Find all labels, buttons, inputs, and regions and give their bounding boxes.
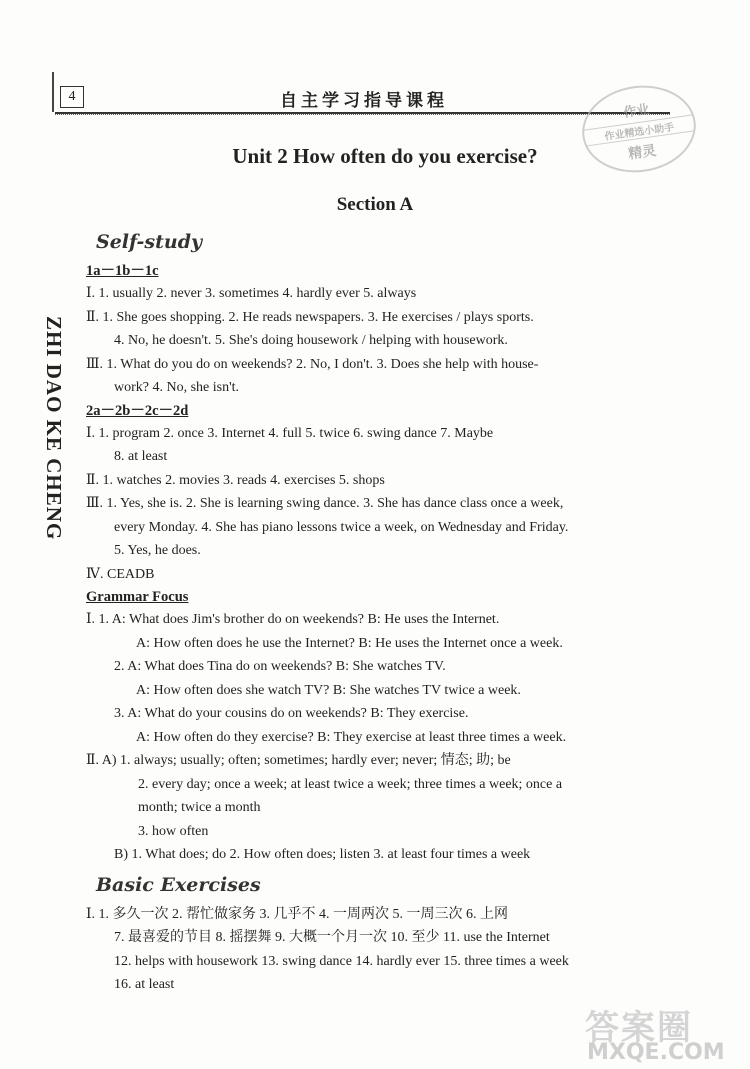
watermark-logo — [585, 1000, 745, 1068]
answer-line: A: How often does he use the Internet? B: He uses the Internet once a week. — [136, 635, 563, 651]
answer-line: A: How often does she watch TV? B: She watches TV twice a week. — [136, 682, 521, 698]
watermark-text: 答案圈 — [585, 1008, 693, 1048]
answer-line: Ⅲ. 1. What do you do on weekends? 2. No, I don't. 3. Does she help with house- — [86, 356, 539, 372]
answer-line: Ⅱ. 1. watches 2. movies 3. reads 4. exercises 5. shops — [86, 472, 385, 488]
unit-title: Unit 2 How often do you exercise? — [232, 144, 538, 168]
answer-line: 4. No, he doesn't. 5. She's doing housework / helping with housework. — [114, 333, 508, 348]
answer-line: 5. Yes, he does. — [114, 543, 201, 558]
stamp-line-3: 精灵 — [627, 142, 658, 163]
answer-line: 12. helps with housework 13. swing dance 14. hardly ever 15. three times a week — [114, 953, 569, 969]
answer-line: every Monday. 4. She has piano lessons twice a week, on Wednesday and Friday. — [114, 519, 569, 535]
stamp-line-1: 作业 — [622, 102, 651, 121]
watermark-url: MXQE.COM — [587, 1040, 725, 1065]
answer-line: month; twice a month — [138, 800, 261, 815]
answer-line: Ⅰ. 1. usually 2. never 3. sometimes 4. hardly ever 5. always — [86, 286, 417, 301]
header-rule — [55, 112, 670, 115]
self-study-heading-2: 2a－2b－2c－2d — [86, 402, 189, 419]
self-study-heading-1: 1a－1b－1c — [86, 263, 159, 279]
answer-line: Ⅱ. A) 1. always; usually; often; sometimes; hardly ever; never; 情态; 助; be — [86, 753, 511, 768]
answer-line: 3. how often — [138, 823, 209, 839]
answer-line: Ⅰ. 1. A: What does Jim's brother do on weekends? B: He uses the Internet. — [86, 612, 500, 627]
answer-line: Ⅰ. 1. program 2. once 3. Internet 4. full 5. twice 6. swing dance 7. Maybe — [86, 425, 494, 441]
answer-line: work? 4. No, she isn't. — [114, 380, 240, 395]
answer-line: 8. at least — [114, 449, 168, 464]
answer-line: B) 1. What does; do 2. How often does; listen 3. at least four times a week — [114, 847, 531, 862]
answer-line: A: How often do they exercise? B: They exercise at least three times a week. — [136, 729, 567, 745]
side-vertical-text: ZHI DAO KE CHENG — [42, 316, 66, 541]
answer-line: Ⅰ. 1. 多久一次 2. 帮忙做家务 3. 几乎不 4. 一周两次 5. 一周三次 6. 上网 — [86, 906, 509, 922]
stamp-line-2: 作业精选小助手 — [584, 114, 695, 146]
answer-line: 2. every day; once a week; at least twice a week; three times a week; once a — [138, 776, 563, 792]
answer-line: Ⅱ. 1. She goes shopping. 2. He reads newspapers. 3. He exercises / plays sports. — [86, 309, 534, 325]
self-study-title: Self-study — [96, 231, 203, 253]
answer-line: Ⅲ. 1. Yes, she is. 2. She is learning swing dance. 3. She has dance class once a week, — [86, 496, 564, 511]
header-title: 自主学习指导课程 — [280, 91, 448, 111]
basic-exercises-title: Basic Exercises — [96, 873, 261, 896]
header-vertical-rule — [52, 72, 54, 112]
answer-line: Ⅳ. CEADB — [86, 566, 155, 582]
page-number: 4 — [60, 86, 84, 108]
answer-line: 16. at least — [114, 977, 175, 992]
grammar-focus-heading: Grammar Focus — [86, 589, 189, 605]
answer-content — [86, 224, 676, 997]
answer-line: 7. 最喜爱的节目 8. 摇摆舞 9. 大概一个月一次 10. 至少 11. use the Internet — [114, 930, 550, 945]
answer-line: 2. A: What does Tina do on weekends? B: She watches TV. — [114, 659, 446, 674]
answer-line: 3. A: What do your cousins do on weekends? B: They exercise. — [114, 706, 469, 721]
section-title: Section A — [336, 194, 414, 215]
